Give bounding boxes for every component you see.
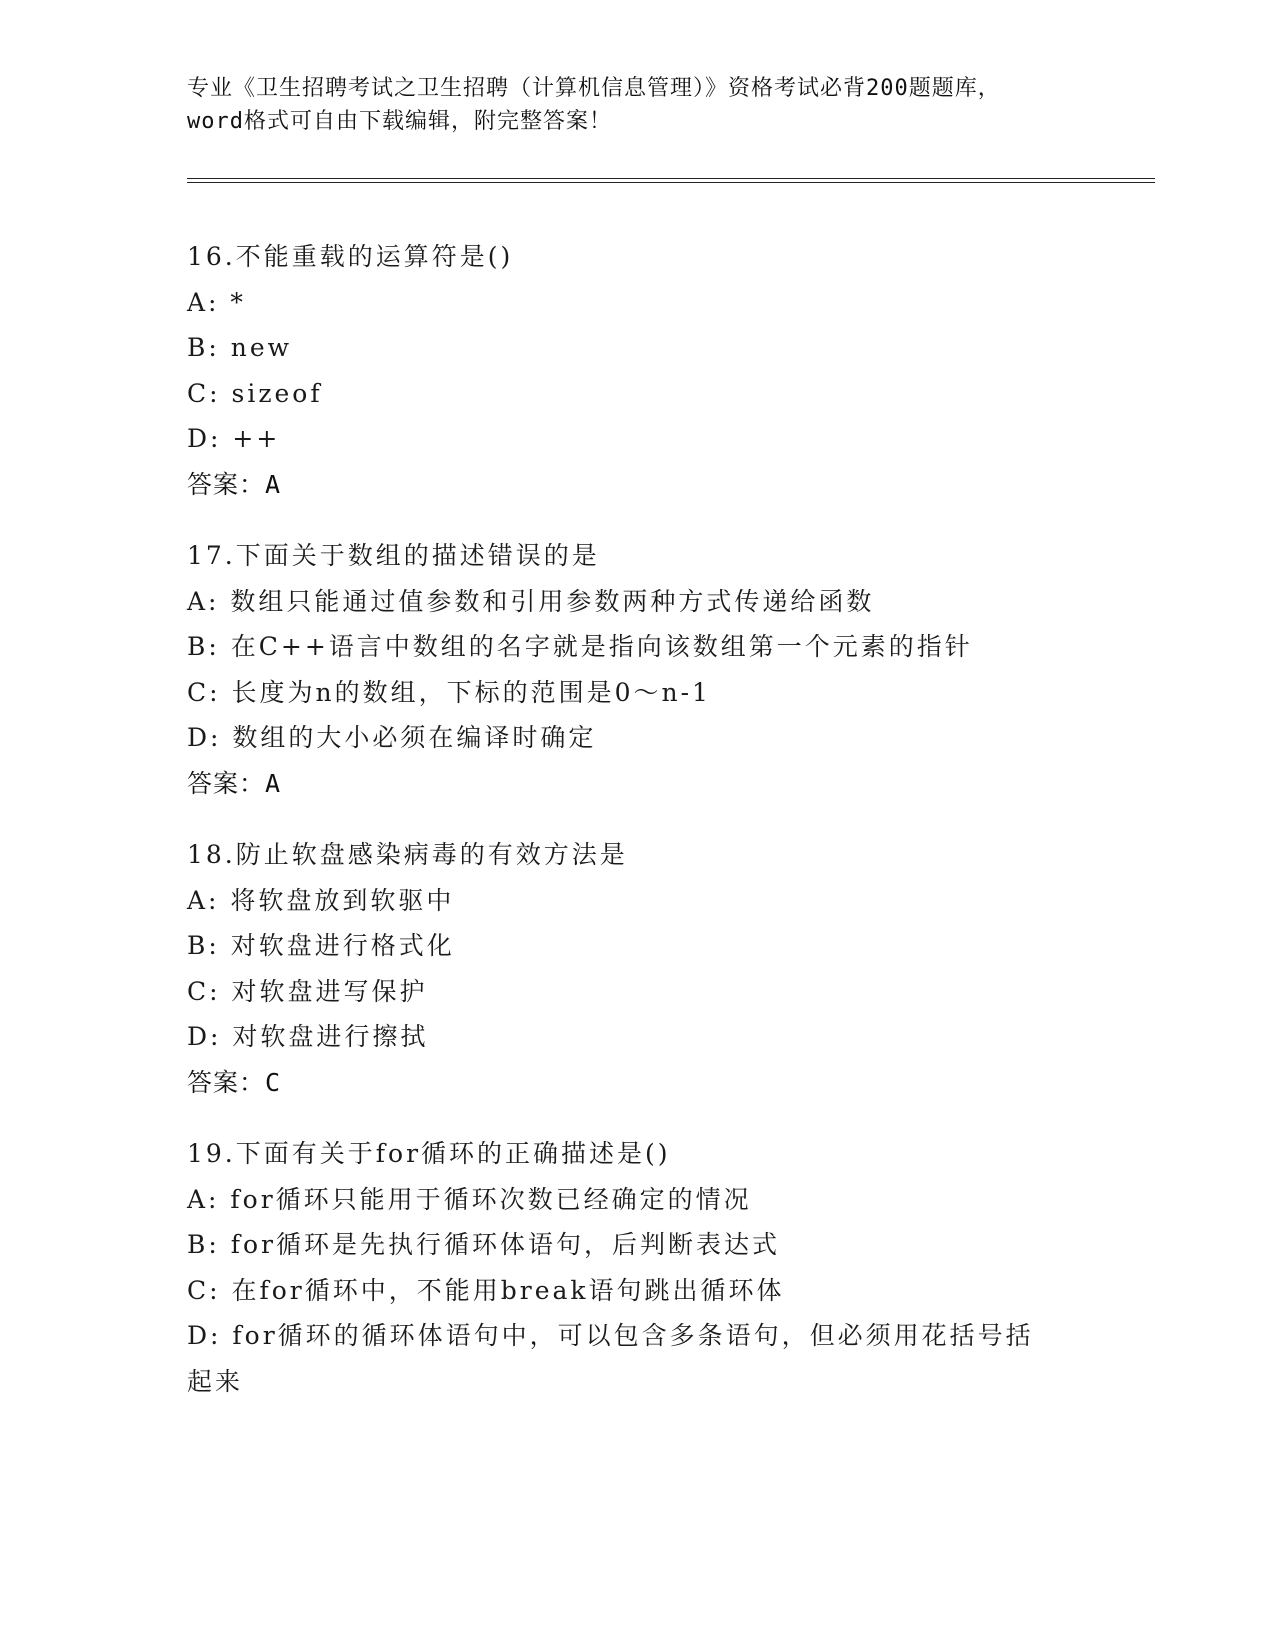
- question-stem: 19.下面有关于for循环的正确描述是(): [187, 1139, 671, 1168]
- option-b: B: 对软盘进行格式化: [187, 931, 455, 960]
- option-c: C: 对软盘进写保护: [187, 976, 428, 1006]
- option-d: D: ++: [187, 424, 281, 453]
- header-line-1: 专业《卫生招聘考试之卫生招聘（计算机信息管理）》资格考试必背200题题库，: [187, 76, 1001, 101]
- option-d-continuation: 起来: [187, 1366, 244, 1396]
- answer-line: 答案：C: [187, 1067, 282, 1097]
- option-b: B: for循环是先执行循环体语句，后判断表达式: [187, 1230, 780, 1259]
- option-a: A: 将软盘放到软驱中: [187, 885, 455, 915]
- option-d: D: 对软盘进行擦拭: [187, 1022, 429, 1051]
- question-stem: 16.不能重载的运算符是(): [187, 242, 514, 271]
- header-line-2: word格式可自由下载编辑，附完整答案！: [187, 109, 612, 134]
- question-16: [187, 234, 1087, 507]
- question-18: [187, 832, 1087, 1105]
- option-a: A: for循环只能用于循环次数已经确定的情况: [187, 1184, 752, 1214]
- option-d: D: for循环的循环体语句中，可以包含多条语句，但必须用花括号括: [187, 1321, 1034, 1350]
- header-divider: [187, 178, 1155, 183]
- question-19: [187, 1131, 1087, 1404]
- option-d: D: 数组的大小必须在编译时确定: [187, 723, 597, 752]
- option-c: C: 长度为n的数组，下标的范围是0～n-1: [187, 677, 711, 707]
- answer-line: 答案：A: [187, 768, 282, 798]
- option-c: C: 在for循环中，不能用break语句跳出循环体: [187, 1275, 785, 1305]
- document-header: [187, 72, 1087, 138]
- option-c: C: sizeof: [187, 378, 323, 408]
- question-17: [187, 533, 1087, 806]
- option-a: A: 数组只能通过值参数和引用参数两种方式传递给函数: [187, 586, 875, 616]
- question-stem: 18.防止软盘感染病毒的有效方法是: [187, 840, 628, 869]
- answer-line: 答案：A: [187, 469, 282, 499]
- question-stem: 17.下面关于数组的描述错误的是: [187, 541, 600, 570]
- option-a: A: *: [187, 287, 246, 317]
- option-b: B: 在C++语言中数组的名字就是指向该数组第一个元素的指针: [187, 632, 973, 661]
- option-b: B: new: [187, 333, 293, 362]
- question-list: [187, 234, 1087, 1430]
